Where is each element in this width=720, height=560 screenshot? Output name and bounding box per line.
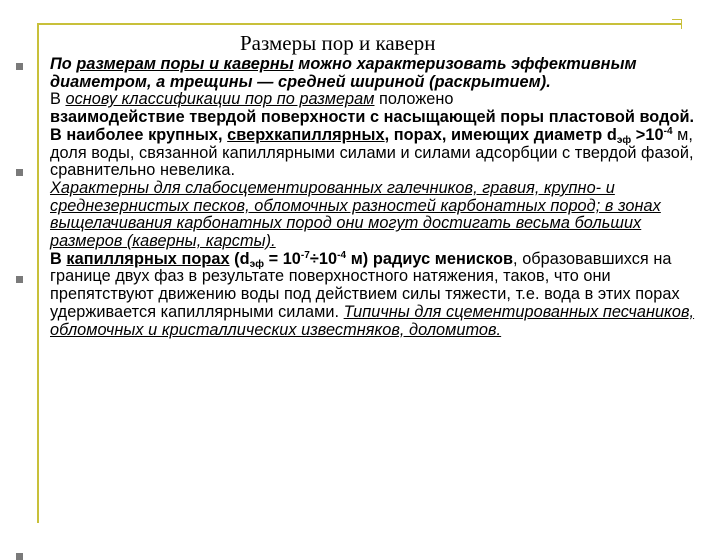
paragraph-2 [50,91,702,126]
paragraph-3 [50,127,702,251]
square-bullet-icon [16,63,23,70]
p1-emphasis: размерам поры и каверны [76,55,294,73]
square-bullet-icon [16,169,23,176]
p3-text-rest: м, доля воды, связанной капиллярными силами и силами адсорбции с твердой фазой, сравнительно невелика. [50,125,694,180]
slide-content [50,56,702,339]
p4-subscript: эф [249,258,264,270]
p3-text: В наиболее крупных, [50,125,228,144]
p4-text-eq: = 10 [264,249,301,268]
p2-text: В [50,90,66,109]
p2-emphasis: основу классификации пор по размерам [65,90,375,109]
left-rule [37,23,39,523]
top-rule [37,23,682,25]
slide-title: Размеры пор и каверн [240,31,436,55]
paragraph-1 [50,56,702,91]
p2-text-mid: положено [374,90,454,109]
paragraph-4 [50,251,702,340]
p3-superscript: -4 [663,125,673,137]
p4-text-rest: , образовавшихся на границе двух фаз в результате поверхностного натяжения, таков, что они препятствуют движению воды под действием силы тяжести, т.е. вода в этих порах удерживается капиллярными силами. [50,249,680,321]
p1-text-rest: можно характеризовать эффективным диаметром, а трещины — средней шириной (раскрытием). [50,55,637,91]
p4-text-paren: (d [229,249,250,268]
p3-text-gt: >10 [631,125,664,144]
p3-text-mid: , порах, имеющих диаметр d [384,125,617,144]
p3-subscript: эф [616,134,632,146]
p2-text-bold: взаимодействие твердой поверхности с насыщающей поры пластовой водой. [50,108,695,127]
p4-text: В [50,249,67,268]
p4-text-div: ÷10 [309,249,338,268]
p4-text-radius: м) радиус менисков [346,249,514,268]
square-bullet-icon [16,553,23,560]
p4-note: Типичны для сцементированных песчаников, обломочных и кристаллических известняков, доломитов. [50,302,695,339]
p3-emphasis: сверхкапиллярных [227,125,385,144]
p4-superscript-1: -7 [300,249,310,261]
square-bullet-icon [16,276,23,283]
p3-note: Характерны для слабосцементированных галечников, гравия, крупно- и среднезернистых песков, обломочных разностей карбонатных пород; в зонах выщелачивания карбонатных пород они могут достигать весьма больших размеров (каверны, карсты). [50,178,661,251]
p4-superscript-2: -4 [337,249,347,261]
p4-emphasis: капиллярных порах [66,249,230,268]
p1-text: По [50,55,77,73]
